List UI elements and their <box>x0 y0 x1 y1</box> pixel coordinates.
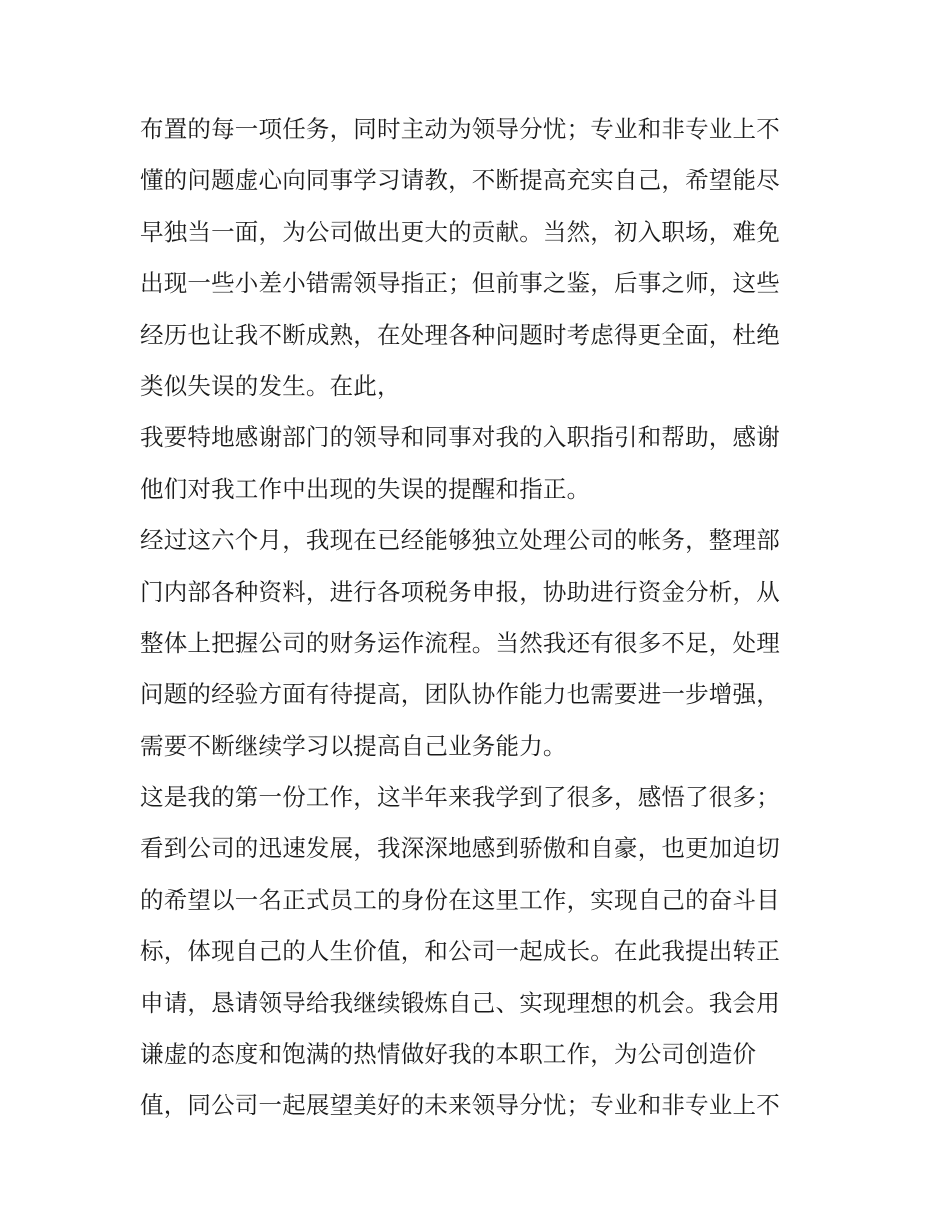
text-line: 早独当一面，为公司做出更大的贡献。当然，初入职场，难免 <box>140 217 780 246</box>
text-line: 谦虚的态度和饱满的热情做好我的本职工作，为公司创造价 <box>140 1040 757 1069</box>
text-line: 懂的问题虚心向同事学习请教，不断提高充实自己，希望能尽 <box>140 166 780 195</box>
text-line: 问题的经验方面有待提高，团队协作能力也需要进一步增强， <box>140 680 780 709</box>
text-line: 看到公司的迅速发展，我深深地感到骄傲和自豪，也更加迫切 <box>140 834 780 863</box>
text-line: 他们对我工作中出现的失误的提醒和指正。 <box>140 474 591 503</box>
text-line: 类似失误的发生。在此， <box>140 371 401 400</box>
text-line: 出现一些小差小错需领导指正；但前事之鉴，后事之师，这些 <box>140 269 780 298</box>
text-line: 需要不断继续学习以提高自己业务能力。 <box>140 731 567 760</box>
text-line: 值，同公司一起展望美好的未来领导分忧；专业和非专业上不 <box>140 1091 780 1120</box>
text-line: 申请，恳请领导给我继续锻炼自己、实现理想的机会。我会用 <box>140 988 780 1017</box>
text-line: 我要特地感谢部门的领导和同事对我的入职指引和帮助，感谢 <box>140 423 780 452</box>
text-line: 布置的每一项任务，同时主动为领导分忧；专业和非专业上不 <box>140 115 780 143</box>
text-line: 经历也让我不断成熟，在处理各种问题时考虑得更全面，杜绝 <box>140 320 780 349</box>
text-line: 标，体现自己的人生价值，和公司一起成长。在此我提出转正 <box>140 937 780 966</box>
text-line: 经过这六个月，我现在已经能够独立处理公司的帐务，整理部 <box>140 526 780 555</box>
body-text <box>140 104 830 1132</box>
text-line: 门内部各种资料，进行各项税务申报，协助进行资金分析，从 <box>140 577 780 606</box>
text-line: 这是我的第一份工作，这半年来我学到了很多，感悟了很多； <box>140 783 780 812</box>
text-line: 整体上把握公司的财务运作流程。当然我还有很多不足，处理 <box>140 628 780 657</box>
text-line: 的希望以一名正式员工的身份在这里工作，实现自己的奋斗目 <box>140 885 780 914</box>
